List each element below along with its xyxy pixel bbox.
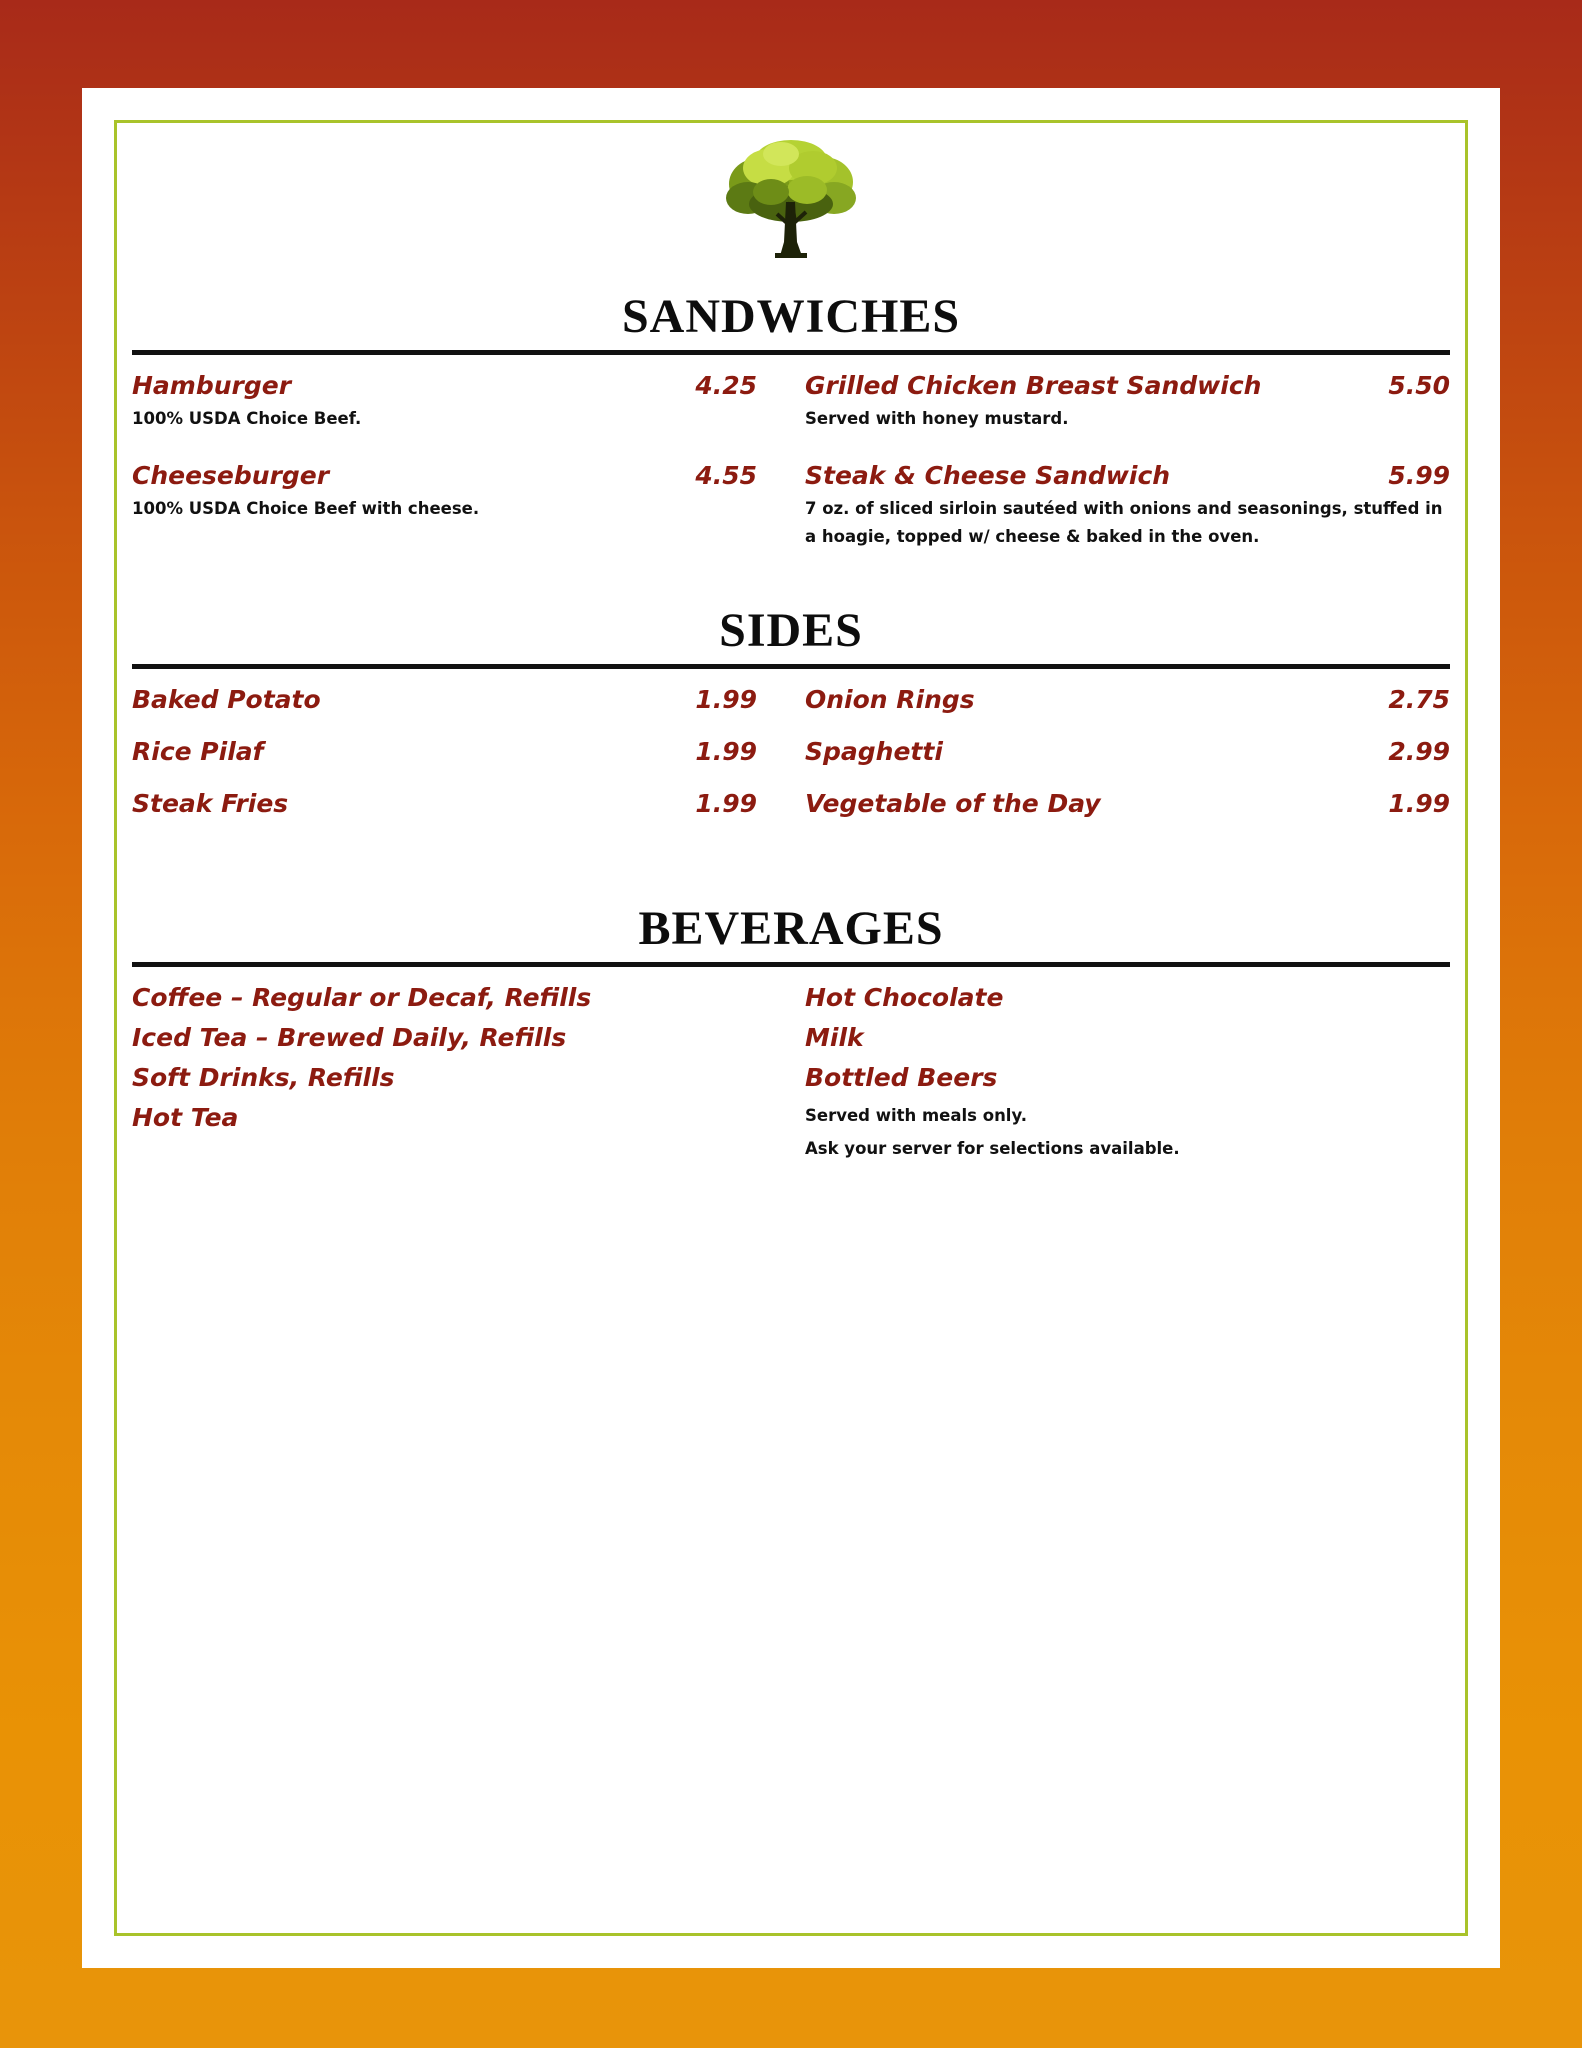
menu-page (82, 88, 1500, 1968)
spacer (132, 841, 1450, 901)
beverages-grid (132, 983, 1450, 1168)
menu-item-description: Served with honey mustard. (805, 409, 1069, 428)
menu-item-description: 7 oz. of sliced sirloin sautéed with onions and seasonings, stuffed in a hoagie, topped w/ cheese & baked in the oven. (805, 499, 1443, 547)
menu-item-description: Ask your server for selections available. (805, 1138, 1180, 1158)
sandwiches-grid (132, 371, 1450, 559)
menu-item-name[interactable]: Hot Chocolate (805, 983, 1004, 1013)
menu-item[interactable] (805, 789, 1450, 818)
spacer (132, 441, 757, 461)
section-rule-beverages (132, 962, 1450, 967)
menu-item[interactable] (132, 737, 757, 766)
menu-item-price: 5.99 (1388, 461, 1450, 491)
menu-item-name: Cheeseburger (132, 461, 330, 491)
menu-item-name: Steak & Cheese Sandwich (805, 461, 1171, 491)
spacer (132, 559, 1450, 603)
menu-item-name[interactable]: Soft Drinks, Refills (132, 1063, 395, 1093)
menu-content (82, 88, 1500, 1968)
menu-item-price: 1.99 (695, 789, 757, 819)
menu-item-price: 4.55 (695, 461, 757, 491)
menu-item-name: Steak Fries (132, 789, 289, 819)
menu-item-name[interactable]: Milk (805, 1023, 864, 1053)
menu-item-name[interactable]: Coffee – Regular or Decaf, Refills (132, 983, 592, 1013)
menu-item-price: 2.75 (1388, 685, 1450, 715)
menu-item-name[interactable]: Bottled Beers (805, 1063, 998, 1093)
menu-item-name: Grilled Chicken Breast Sandwich (805, 371, 1262, 400)
menu-item-price: 2.99 (1388, 737, 1450, 767)
menu-item-name: Rice Pilaf (132, 737, 264, 767)
menu-item-description: Served with meals only. (805, 1106, 1027, 1126)
menu-item[interactable] (132, 371, 757, 433)
section-title-sandwiches: SANDWICHES (621, 290, 961, 343)
menu-item-description: 100% USDA Choice Beef. (132, 409, 362, 428)
tree-icon (691, 124, 891, 279)
sandwiches-left-column (132, 371, 791, 559)
menu-item-name[interactable]: Hot Tea (132, 1103, 239, 1133)
menu-item[interactable] (132, 685, 757, 714)
section-title-sides: SIDES (719, 604, 863, 658)
menu-item-name: Vegetable of the Day (805, 789, 1101, 819)
menu-item[interactable] (132, 461, 757, 523)
menu-item-price: 4.25 (695, 371, 757, 400)
sandwiches-right-column (791, 371, 1450, 559)
section-title-beverages: BEVERAGES (638, 902, 944, 956)
menu-item[interactable] (805, 461, 1450, 551)
menu-item[interactable] (805, 685, 1450, 714)
menu-item-price: 1.99 (1388, 789, 1450, 819)
sides-right-column (791, 685, 1450, 841)
menu-item[interactable] (805, 737, 1450, 766)
menu-item-name: Onion Rings (805, 685, 975, 715)
menu-item[interactable] (132, 789, 757, 818)
section-rule-sides (132, 664, 1450, 669)
beverages-right-column (791, 983, 1450, 1168)
spacer (805, 441, 1450, 461)
logo-container (132, 116, 1450, 289)
menu-item-price: 5.50 (1388, 371, 1450, 400)
sides-grid (132, 685, 1450, 841)
menu-item-description: 100% USDA Choice Beef with cheese. (132, 499, 480, 519)
menu-item[interactable] (805, 371, 1450, 433)
menu-item-name[interactable]: Iced Tea – Brewed Daily, Refills (132, 1023, 567, 1053)
menu-item-price: 1.99 (695, 737, 757, 767)
beverages-left-column (132, 983, 791, 1168)
sides-left-column (132, 685, 791, 841)
menu-item-name: Baked Potato (132, 685, 321, 715)
menu-item-price: 1.99 (695, 685, 757, 715)
section-rule-sandwiches (132, 350, 1450, 355)
menu-item-name: Spaghetti (805, 737, 943, 767)
menu-item-name: Hamburger (132, 371, 292, 400)
